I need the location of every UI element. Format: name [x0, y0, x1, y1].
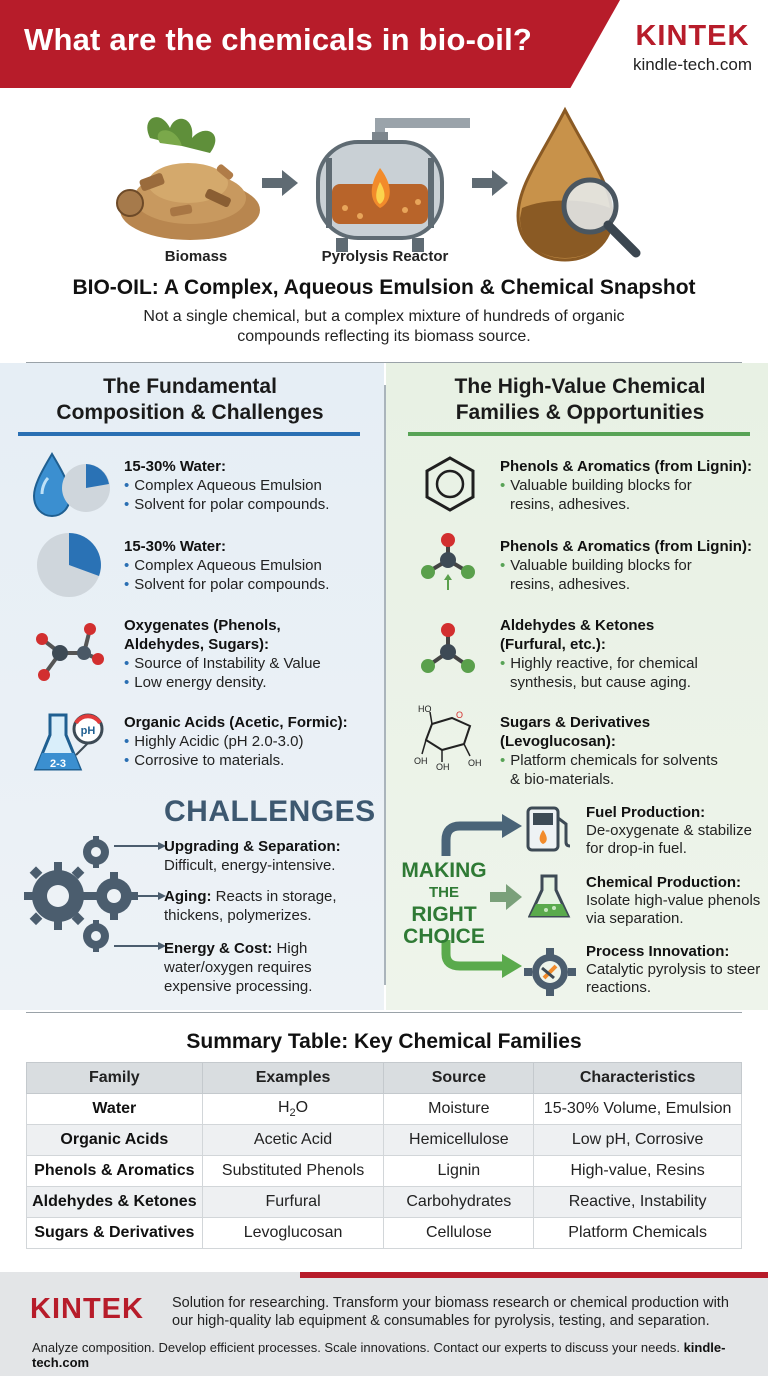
table-cell-examples: Substituted Phenols: [202, 1156, 384, 1187]
item-head: Aldehydes, Sugars):: [124, 636, 270, 653]
footer-tagline-text: Analyze composition. Develop efficient processes. Scale innovations. Contact our experts to discuss your needs.: [32, 1340, 680, 1355]
item-line: • Solvent for polar compounds.: [124, 495, 374, 514]
header: [0, 0, 768, 88]
item-head: (Furfural, etc.):: [500, 636, 606, 653]
composition-item-oxygenates: [124, 616, 374, 692]
table-cell-characteristics: Reactive, Instability: [534, 1187, 742, 1218]
table-cell-examples: Levoglucosan: [202, 1218, 384, 1249]
item-line: • Complex Aqueous Emulsion: [124, 556, 374, 575]
item-line: • Valuable building blocks for: [500, 556, 762, 575]
making-the-right-choice: [398, 860, 490, 948]
footer-tagline: [32, 1340, 752, 1370]
footer-text: Solution for researching. Transform your biomass research or chemical production with our high-quality lab equipment & consumables for pyrolysis, testing, and separation.: [172, 1295, 729, 1329]
sugar-label-ho: HO: [418, 704, 432, 714]
item-line: • Solvent for polar compounds.: [124, 575, 374, 594]
table-cell-examples: Acetic Acid: [202, 1125, 384, 1156]
item-head: Aldehydes & Ketones: [500, 617, 655, 634]
oil-drop-magnifier-icon: [518, 110, 636, 260]
item-line: • Valuable building blocks for: [500, 476, 762, 495]
choice-head: Chemical Production:: [586, 874, 742, 891]
item-line: • Low energy density.: [124, 673, 374, 692]
intro-subtitle: Not a single chemical, but a complex mixture of hundreds of organic compounds reflecting its biomass source.: [143, 308, 625, 345]
table-row: [27, 1156, 742, 1187]
process-graphic: [0, 98, 768, 268]
choice-head: Fuel Production:: [586, 804, 706, 821]
making-line: MAKING: [401, 859, 487, 882]
svg-text:O: O: [456, 710, 464, 720]
table-header-family: Family: [27, 1063, 203, 1094]
pie-chart-icon: [36, 530, 106, 600]
table-cell-examples: Furfural: [202, 1187, 384, 1218]
challenges-title: CHALLENGES: [164, 795, 376, 828]
footer-url[interactable]: kindle-tech.com: [32, 1340, 726, 1370]
molecule-icon: [32, 617, 112, 687]
composition-title-line1: The Fundamental: [103, 375, 277, 398]
challenge-head: Aging:: [164, 888, 212, 905]
intro-title: BIO-OIL: A Complex, Aqueous Emulsion & Chemical Snapshot: [72, 276, 696, 299]
challenge-upgrading: [164, 837, 374, 875]
item-line: • Source of Instability & Value: [124, 654, 374, 673]
table-row: [27, 1125, 742, 1156]
composition-item-water-2: [124, 537, 374, 594]
sugar-label-oh: OH: [468, 758, 482, 768]
table-cell-characteristics: Platform Chemicals: [534, 1218, 742, 1249]
composition-title-line2: Composition & Challenges: [56, 401, 324, 424]
making-line: RIGHT: [411, 903, 477, 926]
table-cell-examples: $H_2O$: [202, 1094, 384, 1125]
item-line: • Corrosive to materials.: [124, 751, 379, 770]
biomass-icon: [117, 117, 260, 240]
table-cell-characteristics: Low pH, Corrosive: [534, 1125, 742, 1156]
item-line: synthesis, but cause aging.: [510, 674, 691, 691]
family-item-phenols-2: [500, 537, 762, 594]
item-line: • Highly Acidic (pH 2.0-3.0): [124, 732, 379, 751]
brand-logo: KINTEK: [635, 20, 750, 52]
table-cell-family: Aldehydes & Ketones: [27, 1187, 203, 1218]
composition-accent-bar: [18, 432, 360, 436]
gear-wrench-icon: [522, 946, 578, 998]
page-title: What are the chemicals in bio-oil?: [24, 22, 533, 57]
choice-fuel-production: [586, 804, 762, 858]
challenge-text: Reacts in storage, thickens, polymerizes.: [164, 888, 337, 924]
family-item-sugars: [500, 713, 764, 789]
challenge-text: High water/oxygen requires expensive processing.: [164, 940, 313, 995]
brand-block: [633, 20, 752, 75]
sugar-label-oh: OH: [436, 762, 450, 770]
family-item-aldehydes: [500, 616, 762, 692]
item-head: Phenols & Aromatics (from Lignin):: [500, 538, 752, 555]
choice-head: Process Innovation:: [586, 943, 730, 960]
choice-chemical-production: [586, 874, 762, 928]
table-cell-source: Cellulose: [384, 1218, 534, 1249]
item-head: Organic Acids (Acetic, Formic):: [124, 714, 348, 731]
opportunities-panel-title: [400, 374, 760, 426]
biomass-label: Biomass: [164, 248, 228, 265]
challenge-aging: [164, 887, 374, 925]
composition-item-acids: [124, 713, 379, 770]
item-line: resins, adhesives.: [510, 576, 631, 593]
table-row: [27, 1218, 742, 1249]
table-cell-source: Lignin: [384, 1156, 534, 1187]
table-cell-family: Phenols & Aromatics: [27, 1156, 203, 1187]
sugar-ring-icon: [412, 700, 490, 770]
summary-table-title: Summary Table: Key Chemical Families: [186, 1030, 582, 1053]
water-drop-pie-icon: [30, 450, 110, 520]
composition-panel-title: [20, 374, 360, 426]
table-cell-family: Organic Acids: [27, 1125, 203, 1156]
opportunities-title-line1: The High-Value Chemical: [454, 375, 706, 398]
item-head: 15-30% Water:: [124, 458, 226, 475]
item-head: 15-30% Water:: [124, 538, 226, 555]
benzene-ring-icon: [420, 454, 480, 514]
summary-table: [26, 1062, 742, 1249]
sugar-label-oh: OH: [414, 756, 428, 766]
item-line: & bio-materials.: [510, 771, 615, 788]
choice-text: De-oxygenate & stabilize for drop-in fuel.: [586, 822, 752, 857]
item-line: • Complex Aqueous Emulsion: [124, 476, 374, 495]
table-cell-source: Hemicellulose: [384, 1125, 534, 1156]
ph-range-label: 2-3: [50, 758, 66, 770]
gears-icon: [18, 836, 168, 956]
table-cell-family: Water: [27, 1094, 203, 1125]
challenge-head: Upgrading & Separation:: [164, 838, 341, 855]
composition-item-water: [124, 457, 374, 514]
challenge-text: Difficult, energy-intensive.: [164, 857, 336, 874]
flask-ph-icon: [32, 705, 112, 777]
challenge-head: Energy & Cost:: [164, 940, 273, 957]
arrow-right-icon: [472, 170, 508, 196]
fuel-pump-icon: [524, 804, 576, 854]
table-cell-family: Sugars & Derivatives: [27, 1218, 203, 1249]
table-header-characteristics: Characteristics: [534, 1063, 742, 1094]
table-header-source: Source: [384, 1063, 534, 1094]
table-header-examples: Examples: [202, 1063, 384, 1094]
panel-divider: [384, 385, 386, 985]
opportunities-accent-bar: [408, 432, 750, 436]
reactor-label: Pyrolysis Reactor: [321, 248, 449, 265]
item-line: resins, adhesives.: [510, 496, 631, 513]
item-head: Oxygenates (Phenols,: [124, 617, 281, 634]
table-cell-source: Carbohydrates: [384, 1187, 534, 1218]
divider: [26, 1012, 742, 1013]
molecule-icon: [418, 530, 478, 592]
choice-text: Catalytic pyrolysis to steer reactions.: [586, 961, 761, 996]
opportunities-title-line2: Families & Opportunities: [455, 401, 705, 424]
choice-process-innovation: [586, 943, 762, 997]
molecule-icon: [418, 620, 478, 680]
footer-brand-logo: KINTEK: [30, 1293, 144, 1325]
table-cell-characteristics: High-value, Resins: [534, 1156, 742, 1187]
table-row: [27, 1094, 742, 1125]
table-header-row: [27, 1063, 742, 1094]
item-head: Phenols & Aromatics (from Lignin):: [500, 458, 752, 475]
item-head: Sugars & Derivatives (Levoglucosan):: [500, 714, 651, 750]
challenge-energy-cost: [164, 939, 374, 996]
choice-text: Isolate high-value phenols via separation.: [586, 892, 761, 927]
item-line: • Platform chemicals for solvents: [500, 751, 764, 770]
making-line: THE: [429, 884, 459, 901]
item-line: • Highly reactive, for chemical: [500, 654, 762, 673]
ph-label: pH: [80, 725, 96, 737]
table-cell-source: Moisture: [384, 1094, 534, 1125]
table-row: [27, 1187, 742, 1218]
reactor-icon: [318, 123, 470, 252]
arrow-right-icon: [262, 170, 298, 196]
footer-accent: [300, 1272, 768, 1278]
process-illustration: [0, 98, 768, 268]
table-cell-characteristics: 15-30% Volume, Emulsion: [534, 1094, 742, 1125]
family-item-phenols: [500, 457, 762, 514]
making-line: CHOICE: [403, 925, 485, 948]
brand-url[interactable]: kindle-tech.com: [632, 55, 752, 74]
flask-icon: [528, 872, 572, 922]
